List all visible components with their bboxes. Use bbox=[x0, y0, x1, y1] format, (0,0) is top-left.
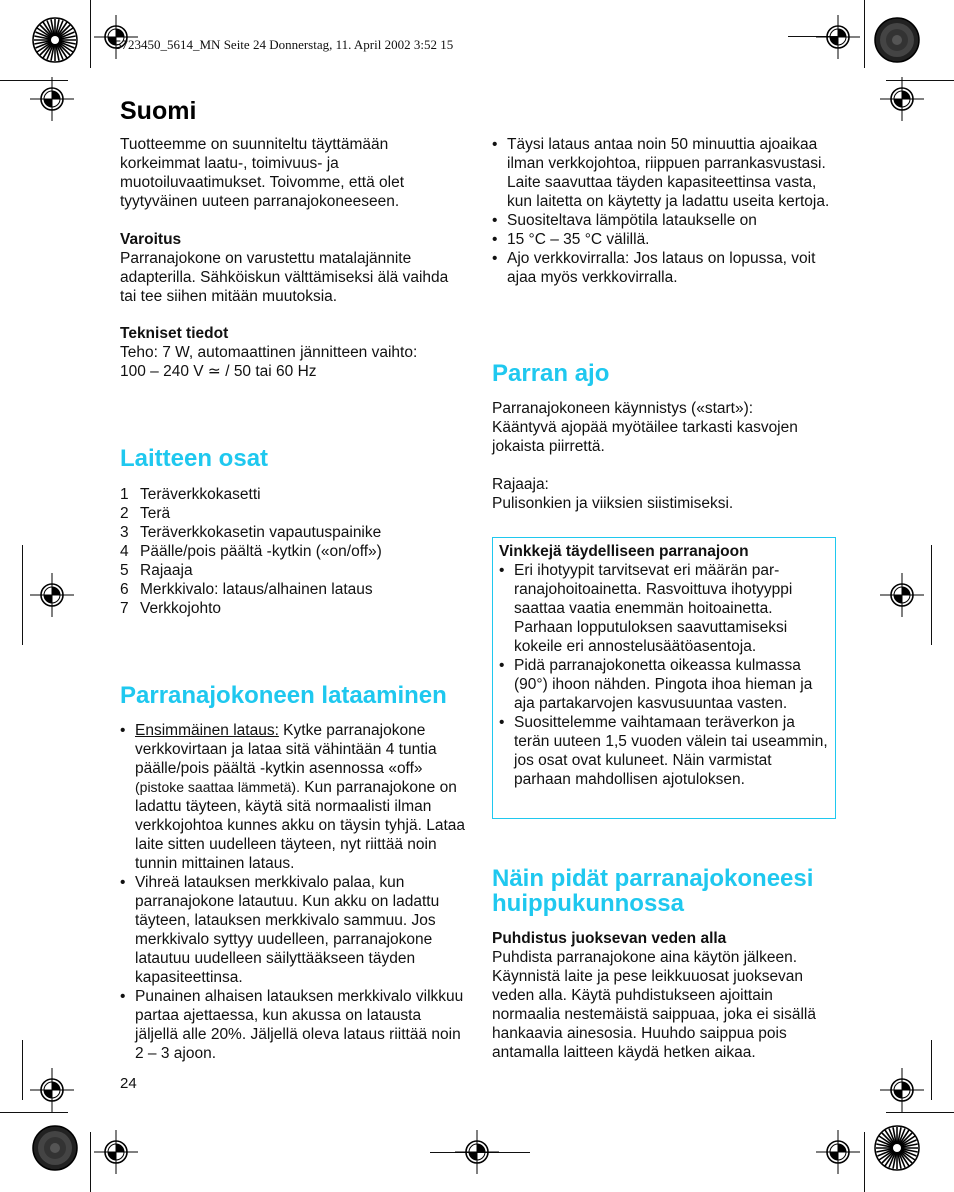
crop-line bbox=[0, 1112, 68, 1113]
specs-line-2: 100 – 240 V ≃ / 50 tai 60 Hz bbox=[120, 363, 317, 380]
starburst-target-icon bbox=[874, 1125, 920, 1171]
list-item: • Punainen alhaisen latauksen merkkivalo vilkkuu partaa ajettaessa, kun akussa on latausta jäljellä alle 20%. Jäljellä oleva lataus riittää noin 2 – 3 ajoon. bbox=[120, 987, 465, 1063]
registration-mark-icon bbox=[30, 1068, 74, 1112]
print-header: 5723450_5614_MN Seite 24 Donnerstag, 11. April 2002 3:52 15 bbox=[115, 37, 454, 52]
page-number: 24 bbox=[120, 1075, 137, 1092]
list-item: • Pidä parranajokonetta oikeassa kulmassa (90°) ihoon nähden. Pingota ihoa hieman ja aja partakarvojen kasvusuuntaa vasten. bbox=[499, 656, 829, 713]
shaving-section: Parranajokoneen käynnistys («start»): Kääntyvä ajopää myötäilee tarkasti kasvojen jokaista piirrettä. Rajaaja: Pulisonkien ja viiksien siistimiseksi. bbox=[492, 400, 798, 512]
crop-line bbox=[22, 545, 23, 645]
tips-list bbox=[499, 561, 829, 789]
tips-heading: Vinkkejä täydelliseen parranajoon bbox=[499, 543, 749, 560]
crop-line bbox=[22, 1040, 23, 1100]
list-item: 3 Teräverkkokasetin vapautuspainike bbox=[120, 524, 382, 541]
registration-mark-icon bbox=[455, 1130, 499, 1174]
maintenance-section bbox=[492, 929, 834, 1062]
list-item: • Ajo verkkovirralla: Jos lataus on lopussa, voit ajaa myös verkkovirralla. bbox=[492, 249, 834, 287]
list-item: • Eri ihotyypit tarvitsevat eri määrän parranajohoitoainetta. Rasvoittuva ihotyyppi saattaa vaatia enemmän hoitoainetta. Parhaan lopputuloksen saavuttamiseksi kokeile eri annostelusäätöasentoja. bbox=[499, 561, 829, 656]
registration-mark-icon bbox=[30, 77, 74, 121]
maintenance-heading: Näin pidät parranajokoneesi huippukunnossa bbox=[492, 865, 814, 917]
intro-paragraph: Tuotteemme on suunniteltu täyttämään korkeimmat laatu-, toimivuus- ja muotoiluvaatimukset. Toivomme, että olet tyytyväinen uuteen parranajokoneeseen. bbox=[120, 136, 405, 210]
registration-mark-icon bbox=[880, 1068, 924, 1112]
language-title: Suomi bbox=[120, 97, 197, 125]
battery-info-list bbox=[492, 135, 834, 287]
crop-line bbox=[931, 545, 932, 645]
registration-mark-icon bbox=[880, 77, 924, 121]
list-item: 6 Merkkivalo: lataus/alhainen lataus bbox=[120, 581, 373, 598]
list-item: • Vihreä latauksen merkkivalo palaa, kun parranajokone latautuu. Kun akku on ladattu täyteen, latauksen merkkivalo sammuu. Jos merkkivalo syttyy uudelleen, parranajokone latautuu uudelleen säilyttääkseen täyden kapasiteettinsa. bbox=[120, 873, 465, 987]
crop-line bbox=[886, 1112, 954, 1113]
list-item: 5 Rajaaja bbox=[120, 562, 193, 579]
cleaning-subheading: Puhdistus juoksevan veden alla bbox=[492, 930, 727, 947]
crop-line bbox=[90, 1132, 91, 1192]
registration-mark-icon bbox=[880, 573, 924, 617]
shaving-heading: Parran ajo bbox=[492, 360, 610, 387]
dark-target-icon bbox=[32, 1125, 78, 1171]
list-item: • Ensimmäinen lataus: Kytke parranajokone verkkovirtaan ja lataa sitä vähintään 4 tuntia päälle/pois päältä -kytkin asennossa «off» (pistoke saattaa lämmetä). Kun parranajokone on ladattu täyteen, käytä sitä normaalisti ilman verkkojohtoa kunnes akku on täysin tyhjä. Lataa laite sitten uudelleen täyteen, nyt riittää noin tunnin mittainen lataus. bbox=[120, 721, 465, 873]
charging-list bbox=[120, 721, 465, 1063]
list-item: 4 Päälle/pois päältä -kytkin («on/off») bbox=[120, 543, 382, 560]
warning-text: Parranajokone on varustettu matalajännite adapterilla. Sähköiskun välttämiseksi älä vaihda tai tee siihen mitään muutoksia. bbox=[120, 250, 449, 305]
registration-mark-icon bbox=[94, 1130, 138, 1174]
cleaning-text: Puhdista parranajokone aina käytön jälkeen. Käynnistä laite ja pese leikkuuosat juoksevan veden alla. Käytä puhdistukseen ajoittain normaalia nestemäistä saippuaa, joka ei sisällä hankaavia ainesosia. Huuhdo saippua pois antamalla laitteen käydä hetken aikaa. bbox=[492, 949, 816, 1061]
list-item: 2 Terä bbox=[120, 505, 171, 522]
registration-mark-icon bbox=[816, 1130, 860, 1174]
parts-heading: Laitteen osat bbox=[120, 445, 269, 472]
crop-line bbox=[864, 1132, 865, 1192]
first-charge-label: Ensimmäinen lataus: bbox=[135, 722, 279, 739]
charging-heading: Parranajokoneen lataaminen bbox=[120, 682, 447, 709]
crop-line bbox=[864, 0, 865, 68]
list-item: • Suosittelemme vaihtamaan teräverkon ja terän uuteen 1,5 vuoden välein tai useammin, jos osat ovat kuluneet. Näin varmistat parhaan mahdollisen ajotuloksen. bbox=[499, 713, 829, 789]
warning-section bbox=[120, 230, 465, 306]
specs-section bbox=[120, 324, 465, 381]
tips-box bbox=[492, 537, 836, 819]
list-item: • Suositeltava lämpötila lataukselle on bbox=[492, 211, 834, 230]
registration-mark-icon bbox=[816, 15, 860, 59]
dark-target-icon bbox=[874, 17, 920, 63]
registration-mark-icon bbox=[30, 573, 74, 617]
specs-heading: Tekniset tiedot bbox=[120, 325, 229, 342]
crop-line bbox=[931, 1040, 932, 1100]
crop-line bbox=[90, 0, 91, 68]
specs-line-1: Teho: 7 W, automaattinen jännitteen vaihto: bbox=[120, 344, 418, 361]
starburst-target-icon bbox=[32, 17, 78, 63]
list-item: 7 Verkkojohto bbox=[120, 600, 221, 617]
list-item: 1 Teräverkkokasetti bbox=[120, 486, 261, 503]
list-item: • Täysi lataus antaa noin 50 minuuttia ajoaikaa ilman verkkojohtoa, riippuen parrankasvustasi. Laite saavuttaa täyden kapasiteettinsa vasta, kun laitetta on käytetty ja ladattu useita kertoja. bbox=[492, 135, 834, 211]
parts-list bbox=[120, 485, 465, 618]
warning-heading: Varoitus bbox=[120, 231, 182, 248]
list-item: • 15 °C – 35 °C välillä. bbox=[492, 230, 834, 249]
